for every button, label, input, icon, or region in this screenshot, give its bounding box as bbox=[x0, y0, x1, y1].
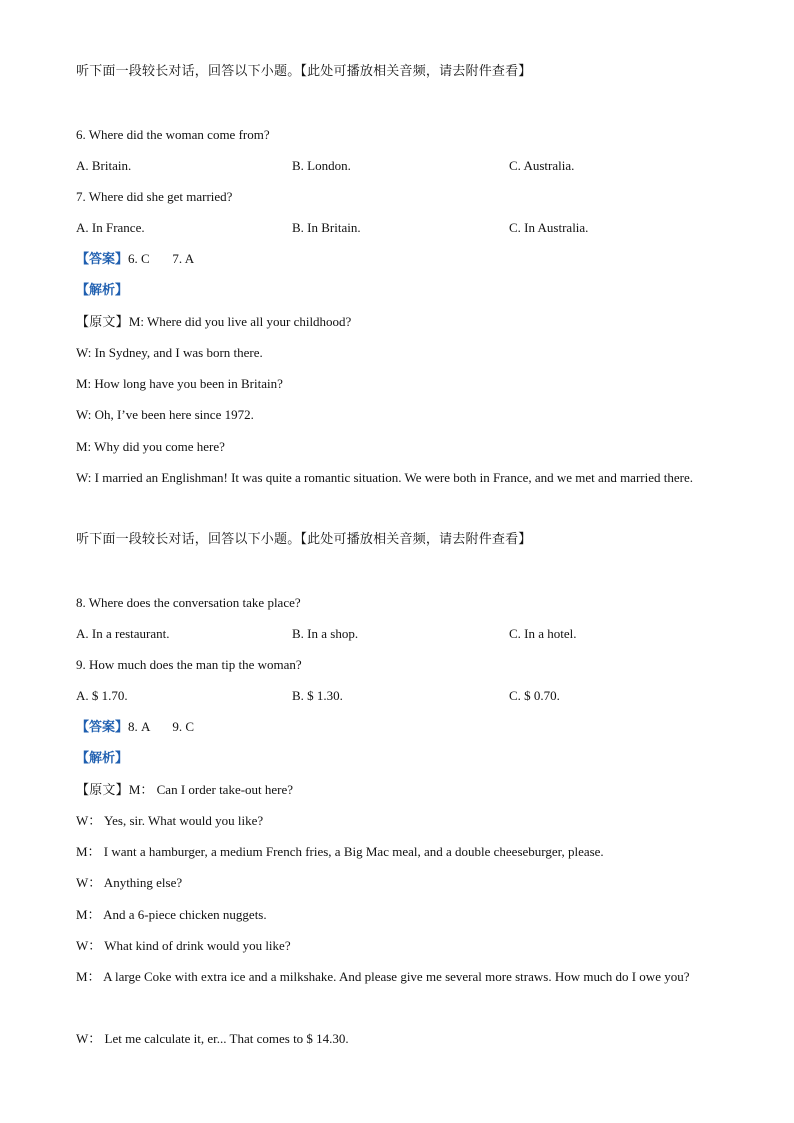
q8-option-a: A. In a restaurant. bbox=[76, 626, 170, 641]
dialogue-2-line-2: M： I want a hamburger, a medium French fries, a Big Mac meal, and a double cheeseburger, please. bbox=[76, 844, 604, 859]
dialogue-1-line-2: M: How long have you been in Britain? bbox=[76, 376, 283, 391]
section1-intro: 听下面一段较长对话，回答以下小题。【此处可播放相关音频，请去附件查看】 bbox=[76, 64, 532, 79]
answer-line-1 bbox=[76, 251, 194, 268]
analysis-label: 【解析】 bbox=[76, 751, 129, 766]
answer-line-2 bbox=[76, 719, 194, 736]
answer-label: 【答案】 bbox=[76, 252, 129, 267]
answer-label: 【答案】 bbox=[76, 720, 129, 735]
question-9: 9. How much does the man tip the woman? bbox=[76, 657, 302, 672]
q7-option-b: B. In Britain. bbox=[292, 220, 361, 235]
q7-option-a: A. In France. bbox=[76, 220, 145, 235]
dialogue-2-line-0 bbox=[76, 782, 293, 799]
dialogue-1-line-3: W: Oh, I’ve been here since 1972. bbox=[76, 407, 254, 422]
question-7: 7. Where did she get married? bbox=[76, 189, 233, 204]
q8-option-b: B. In a shop. bbox=[292, 626, 359, 641]
dialogue-1-line-5: W: I married an Englishman! It was quite a romantic situation. We were both in France, and we met and married there. bbox=[76, 470, 693, 485]
dialogue-1-line-0 bbox=[76, 314, 351, 331]
dialogue-1-line-1: W: In Sydney, and I was born there. bbox=[76, 345, 263, 360]
dialogue-text: M: Where did you live all your childhood? bbox=[128, 314, 352, 329]
dialogue-2-line-5: W： What kind of drink would you like? bbox=[76, 938, 291, 953]
dialogue-2-line-1: W： Yes, sir. What would you like? bbox=[76, 813, 264, 828]
original-label: 【原文】 bbox=[76, 783, 129, 798]
q6-option-c: C. Australia. bbox=[509, 158, 575, 173]
q8-option-c: C. In a hotel. bbox=[509, 626, 577, 641]
dialogue-2-line-6: M： A large Coke with extra ice and a milkshake. And please give me several more straws. How much do I owe you? bbox=[76, 969, 690, 984]
dialogue-2-line-3: W： Anything else? bbox=[76, 875, 183, 890]
section2-intro: 听下面一段较长对话，回答以下小题。【此处可播放相关音频，请去附件查看】 bbox=[76, 532, 532, 547]
q9-option-c: C. $ 0.70. bbox=[509, 688, 560, 703]
question-6: 6. Where did the woman come from? bbox=[76, 127, 270, 142]
dialogue-text: M： Can I order take-out here? bbox=[128, 782, 294, 797]
q9-option-a: A. $ 1.70. bbox=[76, 688, 128, 703]
answer-text: 6. C 7. A bbox=[128, 251, 195, 266]
analysis-line-2 bbox=[76, 750, 128, 767]
analysis-line-1 bbox=[76, 282, 128, 299]
dialogue-2-line-4: M： And a 6-piece chicken nuggets. bbox=[76, 907, 267, 922]
q6-option-b: B. London. bbox=[292, 158, 351, 173]
answer-text: 8. A 9. C bbox=[128, 719, 195, 734]
dialogue-1-line-4: M: Why did you come here? bbox=[76, 439, 225, 454]
q6-option-a: A. Britain. bbox=[76, 158, 132, 173]
analysis-label: 【解析】 bbox=[76, 283, 129, 298]
q7-option-c: C. In Australia. bbox=[509, 220, 589, 235]
dialogue-2-line-7: W： Let me calculate it, er... That comes to $ 14.30. bbox=[76, 1031, 349, 1046]
q9-option-b: B. $ 1.30. bbox=[292, 688, 343, 703]
question-8: 8. Where does the conversation take place? bbox=[76, 595, 301, 610]
original-label: 【原文】 bbox=[76, 315, 129, 330]
